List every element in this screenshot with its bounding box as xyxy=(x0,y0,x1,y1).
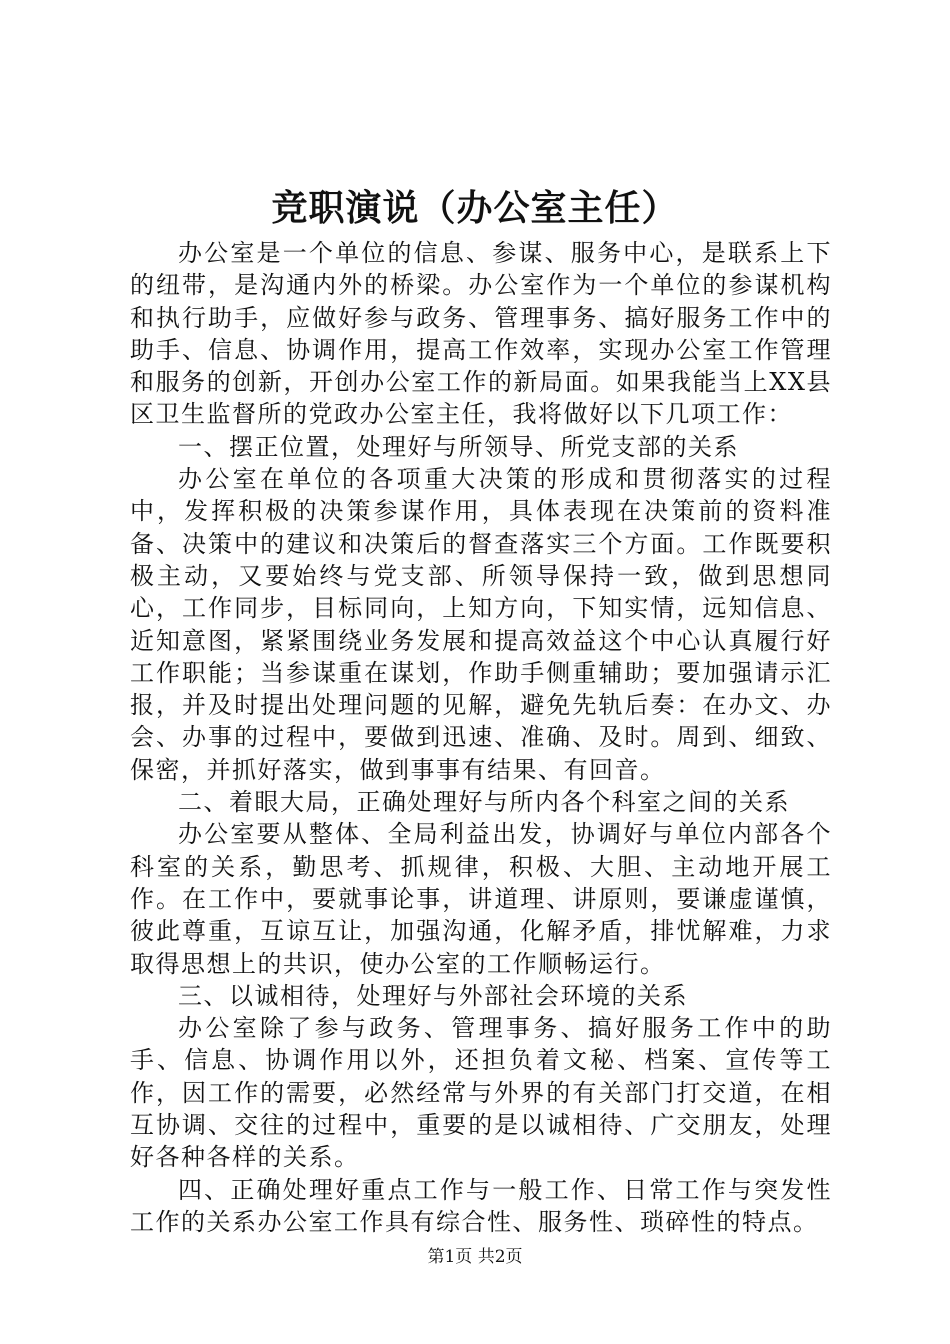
body-paragraph: 办公室要从整体、全局利益出发，协调好与单位内部各个科室的关系，勤思考、抓规律，积极、大胆、主动地开展工作。在工作中，要就事论事，讲道理、讲原则，要谦虚谨慎，彼此尊重，互谅互让，加强沟通，化解矛盾，排忧解难，力求取得思想上的共识，使办公室的工作顺畅运行。 xyxy=(130,820,832,978)
document-body xyxy=(130,237,832,1238)
section-heading-1: 一、摆正位置，处理好与所领导、所党支部的关系 xyxy=(178,432,739,461)
body-paragraph: 办公室是一个单位的信息、参谋、服务中心，是联系上下的纽带，是沟通内外的桥梁。办公室作为一个单位的参谋机构和执行助手，应做好参与政务、管理事务、搞好服务工作中的助手、信息、协调作用，提高工作效率，实现办公室工作管理和服务的创新，开创办公室工作的新局面。如果我能当上XX县区卫生监督所的党政办公室主任，我将做好以下几项工作： xyxy=(130,239,832,429)
body-paragraph: 办公室在单位的各项重大决策的形成和贯彻落实的过程中，发挥积极的决策参谋作用，具体表现在决策前的资料准备、决策中的建议和决策后的督查落实三个方面。工作既要积极主动，又要始终与党支部、所领导保持一致，做到思想同心，工作同步，目标同向，上知方向，下知实情，远知信息、近知意图，紧紧围绕业务发展和提高效益这个中心认真履行好工作职能；当参谋重在谋划，作助手侧重辅助；要加强请示汇报，并及时提出处理问题的见解，避免先轨后奏：在办文、办会、办事的过程中，要做到迅速、准确、及时。周到、细致、保密，并抓好落实，做到事事有结果、有回音。 xyxy=(130,465,832,784)
body-paragraph: 办公室除了参与政务、管理事务、搞好服务工作中的助手、信息、协调作用以外，还担负着文秘、档案、宣传等工作，因工作的需要，必然经常与外界的有关部门打交道，在相互协调、交往的过程中，重要的是以诚相待、广交朋友，处理好各种各样的关系。 xyxy=(130,1014,832,1172)
section-heading-3: 三、以诚相待，处理好与外部社会环境的关系 xyxy=(178,981,688,1010)
page-footer: 第1页 共2页 xyxy=(427,1247,523,1267)
document-title: 竞职演说（办公室主任） xyxy=(271,187,679,229)
section-heading-4: 四、正确处理好重点工作与一般工作、日常工作与突发性工作的关系办公室工作具有综合性、服务性、琐碎性的特点。 xyxy=(130,1175,832,1236)
section-heading-2: 二、着眼大局，正确处理好与所内各个科室之间的关系 xyxy=(178,788,790,817)
